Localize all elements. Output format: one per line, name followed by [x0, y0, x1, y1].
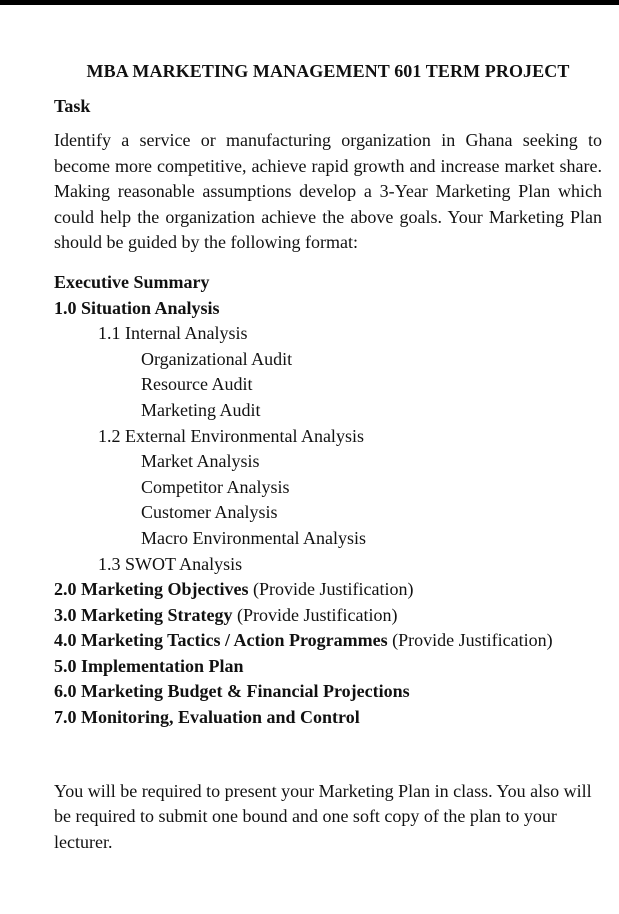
outline-competitor-analysis: Competitor Analysis	[141, 476, 290, 497]
outline-marketing-objectives	[54, 577, 602, 603]
outline-marketing-strategy-label: 3.0 Marketing Strategy	[54, 604, 233, 625]
outline-macro-analysis: Macro Environmental Analysis	[141, 527, 366, 548]
outline-customer-analysis: Customer Analysis	[141, 502, 278, 523]
outline-executive-summary: Executive Summary	[54, 271, 210, 292]
outline-situation-analysis: 1.0 Situation Analysis	[54, 297, 220, 318]
document-page	[54, 58, 602, 873]
outline-monitoring-control: 7.0 Monitoring, Evaluation and Control	[54, 707, 360, 728]
outline-marketing-strategy	[54, 603, 602, 629]
closing-paragraph: You will be required to present your Marketing Plan in class. You also will be required to submit one bound and one soft copy of the plan to your lecturer.	[54, 780, 592, 852]
outline-marketing-audit: Marketing Audit	[141, 399, 261, 420]
outline-market-analysis: Market Analysis	[141, 451, 260, 472]
top-border-bar	[0, 0, 619, 5]
outline-implementation-plan: 5.0 Implementation Plan	[54, 655, 244, 676]
outline-internal-analysis: 1.1 Internal Analysis	[98, 323, 248, 344]
outline-external-analysis: 1.2 External Environmental Analysis	[98, 425, 364, 446]
outline-marketing-tactics	[54, 628, 602, 654]
outline-budget-projections: 6.0 Marketing Budget & Financial Projections	[54, 681, 410, 702]
document-title: MBA MARKETING MANAGEMENT 601 TERM PROJECT	[86, 61, 570, 81]
task-paragraph: Identify a service or manufacturing organization in Ghana seeking to become more competitive, achieve rapid growth and increase market share. Making reasonable assumptions develop a 3-Year Marketing Plan which could help the organization achieve the above goals. Your Marketing Plan should be guided by the following format:	[54, 130, 602, 253]
outline-marketing-objectives-note: (Provide Justification)	[248, 579, 414, 600]
outline-resource-audit: Resource Audit	[141, 374, 253, 395]
outline-organizational-audit: Organizational Audit	[141, 348, 293, 369]
task-heading: Task	[54, 96, 91, 116]
outline-swot-analysis: 1.3 SWOT Analysis	[98, 553, 243, 574]
outline-marketing-tactics-note: (Provide Justification)	[387, 630, 553, 651]
outline-marketing-tactics-label: 4.0 Marketing Tactics / Action Programmes	[54, 630, 388, 651]
outline-marketing-objectives-label: 2.0 Marketing Objectives	[54, 579, 249, 600]
outline-marketing-strategy-note: (Provide Justification)	[232, 604, 398, 625]
plan-outline	[54, 270, 602, 731]
